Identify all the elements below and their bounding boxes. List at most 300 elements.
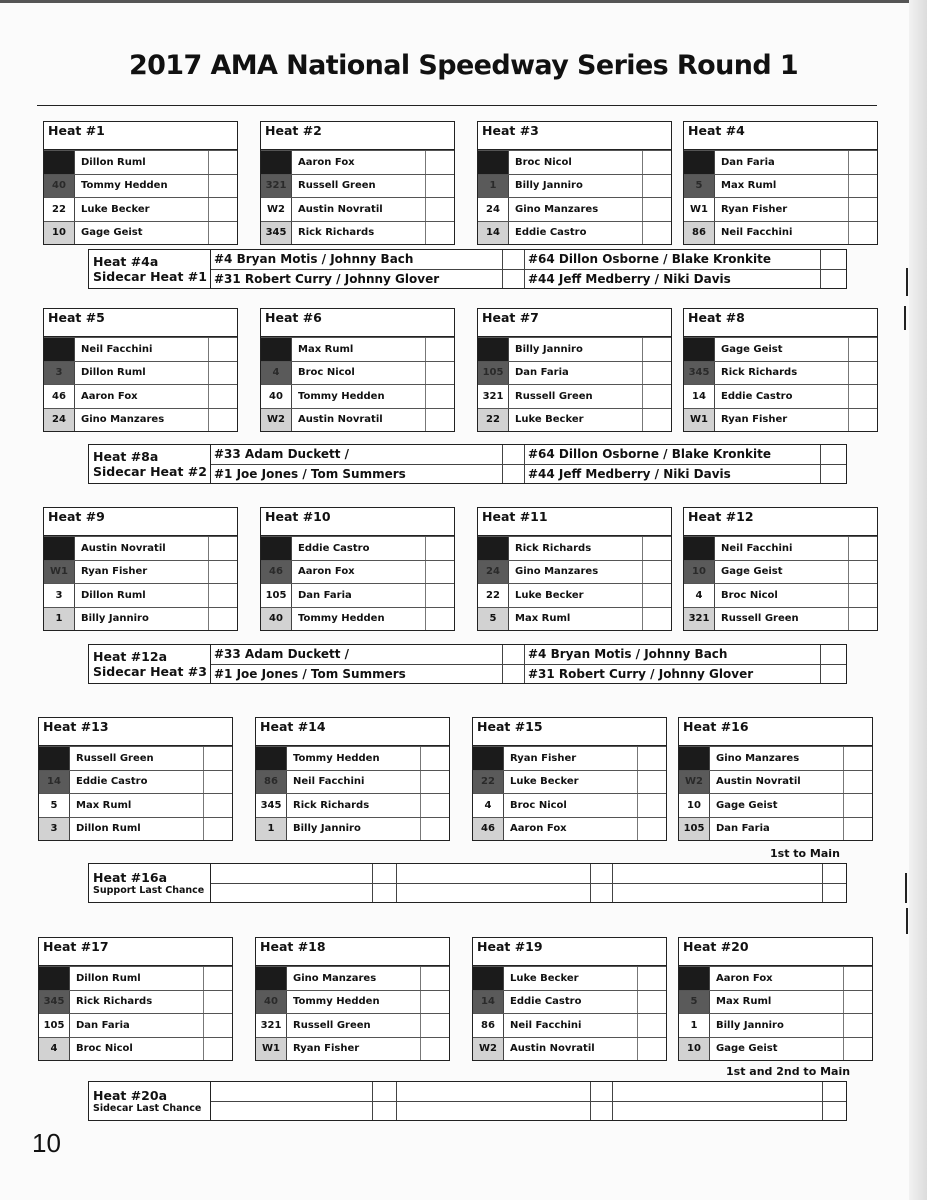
rider-row (679, 966, 872, 990)
result-cell[interactable] (638, 818, 666, 841)
gate-number: 105 (39, 1014, 70, 1037)
gate-number: 86 (256, 771, 287, 794)
heat-box (260, 507, 455, 631)
result-cell[interactable] (209, 151, 237, 174)
result-cell[interactable] (204, 794, 232, 817)
rider-name: Aaron Fox (710, 967, 844, 990)
rider-name: Dan Faria (292, 584, 426, 607)
result-cell[interactable] (849, 151, 877, 174)
result-cell[interactable] (591, 884, 613, 903)
result-cell[interactable] (821, 445, 844, 464)
rider-row (478, 174, 671, 198)
rider-row (261, 197, 454, 221)
result-cell[interactable] (421, 794, 449, 817)
gate-number: 10 (684, 561, 715, 584)
sidecar-team: #4 Bryan Motis / Johnny Bach (525, 645, 821, 664)
result-cell[interactable] (643, 385, 671, 408)
rider-name: Max Ruml (509, 608, 643, 631)
gate-number (39, 967, 70, 990)
rider-name: Aaron Fox (292, 561, 426, 584)
result-cell[interactable] (823, 864, 844, 883)
result-cell[interactable] (823, 884, 844, 903)
rider-row (256, 817, 449, 841)
gate-number: 14 (473, 991, 504, 1014)
result-cell[interactable] (849, 362, 877, 385)
gate-number: 321 (256, 1014, 287, 1037)
result-cell[interactable] (643, 198, 671, 221)
rider-name: Broc Nicol (70, 1038, 204, 1061)
result-cell[interactable] (204, 991, 232, 1014)
result-cell[interactable] (643, 537, 671, 560)
result-cell[interactable] (591, 1082, 613, 1101)
result-cell[interactable] (823, 1102, 844, 1121)
rider-row (39, 770, 232, 794)
rider-name: Gage Geist (715, 338, 849, 361)
result-cell[interactable] (373, 884, 397, 903)
result-cell[interactable] (211, 1102, 373, 1121)
result-cell[interactable] (397, 1102, 591, 1121)
result-cell[interactable] (209, 608, 237, 631)
heat-box (255, 717, 450, 841)
rider-row (473, 1037, 666, 1061)
gate-number: 345 (684, 362, 715, 385)
gate-number: W1 (256, 1038, 287, 1061)
gate-number: 24 (478, 561, 509, 584)
rider-name: Dillon Ruml (75, 584, 209, 607)
rider-row (44, 408, 237, 432)
rider-row (478, 583, 671, 607)
rider-name: Gage Geist (710, 794, 844, 817)
result-cell[interactable] (613, 864, 823, 883)
gate-number: 22 (473, 771, 504, 794)
rider-name: Ryan Fisher (287, 1038, 421, 1061)
result-cell[interactable] (821, 645, 844, 664)
result-cell[interactable] (823, 1082, 844, 1101)
rider-row (44, 361, 237, 385)
gate-number: 22 (44, 198, 75, 221)
result-cell[interactable] (503, 270, 525, 289)
result-cell[interactable] (638, 771, 666, 794)
rider-name: Neil Facchini (75, 338, 209, 361)
result-cell[interactable] (209, 385, 237, 408)
rider-row (679, 793, 872, 817)
rider-name: Max Ruml (710, 991, 844, 1014)
result-cell[interactable] (643, 362, 671, 385)
rider-name: Gage Geist (715, 561, 849, 584)
result-cell[interactable] (613, 884, 823, 903)
sidecar-team: #31 Robert Curry / Johnny Glover (525, 665, 821, 684)
result-cell[interactable] (373, 1102, 397, 1121)
rider-name: Eddie Castro (504, 991, 638, 1014)
rider-row (261, 150, 454, 174)
gate-number: 105 (261, 584, 292, 607)
gate-number (44, 338, 75, 361)
rider-name: Russell Green (509, 385, 643, 408)
rider-row (256, 770, 449, 794)
gate-number: 4 (39, 1038, 70, 1061)
result-cell[interactable] (849, 338, 877, 361)
result-cell[interactable] (844, 991, 872, 1014)
gate-number: 86 (473, 1014, 504, 1037)
result-cell[interactable] (426, 584, 454, 607)
rider-name: Dan Faria (710, 818, 844, 841)
gate-number: W2 (261, 198, 292, 221)
rider-row (473, 1013, 666, 1037)
gate-number: 22 (478, 584, 509, 607)
heat-label: Heat #12a (93, 649, 168, 664)
rider-name: Broc Nicol (292, 362, 426, 385)
result-cell[interactable] (209, 409, 237, 432)
sidecar-team: #31 Robert Curry / Johnny Glover (211, 270, 503, 289)
result-cell[interactable] (503, 445, 525, 464)
rider-row (684, 197, 877, 221)
heat-label: Heat #18 (256, 938, 449, 966)
result-cell[interactable] (421, 967, 449, 990)
result-cell[interactable] (643, 151, 671, 174)
result-cell[interactable] (849, 608, 877, 631)
result-cell[interactable] (844, 794, 872, 817)
result-cell[interactable] (426, 175, 454, 198)
rider-row (473, 746, 666, 770)
result-cell[interactable] (849, 198, 877, 221)
gate-number: 1 (679, 1014, 710, 1037)
result-cell[interactable] (503, 250, 525, 269)
result-cell[interactable] (844, 967, 872, 990)
last-chance-label (89, 1082, 211, 1120)
result-cell[interactable] (638, 747, 666, 770)
rider-row (261, 221, 454, 245)
sidecar-team: #33 Adam Duckett / (211, 645, 503, 664)
gate-number (478, 338, 509, 361)
rider-row (44, 560, 237, 584)
rider-name: Tommy Hedden (287, 747, 421, 770)
result-cell[interactable] (421, 991, 449, 1014)
result-cell[interactable] (426, 151, 454, 174)
gate-number: W2 (473, 1038, 504, 1061)
sidecar-heat-name: Sidecar Heat #2 (93, 464, 207, 479)
gate-number: 3 (44, 362, 75, 385)
result-cell[interactable] (421, 818, 449, 841)
result-cell[interactable] (397, 864, 591, 883)
result-cell[interactable] (849, 175, 877, 198)
gate-number: 4 (684, 584, 715, 607)
result-cell[interactable] (426, 561, 454, 584)
gate-number: 5 (679, 991, 710, 1014)
rider-row (473, 793, 666, 817)
result-cell[interactable] (844, 771, 872, 794)
result-cell[interactable] (209, 175, 237, 198)
heat-label: Heat #5 (44, 309, 237, 337)
heat-box (260, 121, 455, 245)
result-cell[interactable] (426, 362, 454, 385)
rider-name: Neil Facchini (504, 1014, 638, 1037)
result-cell[interactable] (821, 665, 844, 684)
gate-number: 345 (39, 991, 70, 1014)
result-cell[interactable] (373, 864, 397, 883)
rider-row (684, 583, 877, 607)
result-cell[interactable] (421, 1014, 449, 1037)
rider-name: Gage Geist (75, 222, 209, 245)
rider-row (478, 536, 671, 560)
rider-row (478, 384, 671, 408)
rider-row (684, 174, 877, 198)
result-cell[interactable] (638, 1038, 666, 1061)
rider-name: Dan Faria (70, 1014, 204, 1037)
rider-name: Eddie Castro (715, 385, 849, 408)
heat-box (43, 507, 238, 631)
gate-number (261, 338, 292, 361)
result-cell[interactable] (821, 270, 844, 289)
gate-number: 321 (684, 608, 715, 631)
result-cell[interactable] (373, 1082, 397, 1101)
result-cell[interactable] (849, 584, 877, 607)
gate-number (478, 537, 509, 560)
gate-number: 5 (478, 608, 509, 631)
rider-name: Austin Novratil (75, 537, 209, 560)
heat-box (477, 121, 672, 245)
result-cell[interactable] (426, 338, 454, 361)
heat-label: Heat #19 (473, 938, 666, 966)
rider-name: Aaron Fox (75, 385, 209, 408)
rider-name: Dillon Ruml (70, 818, 204, 841)
rider-name: Gino Manzares (509, 198, 643, 221)
result-cell[interactable] (849, 537, 877, 560)
gate-number (473, 967, 504, 990)
result-cell[interactable] (397, 1082, 591, 1101)
result-cell[interactable] (209, 222, 237, 245)
result-cell[interactable] (643, 561, 671, 584)
rider-row (44, 174, 237, 198)
rider-row (44, 221, 237, 245)
rider-row (261, 384, 454, 408)
rider-name: Tommy Hedden (287, 991, 421, 1014)
result-cell[interactable] (849, 409, 877, 432)
result-cell[interactable] (209, 362, 237, 385)
result-cell[interactable] (849, 222, 877, 245)
result-cell[interactable] (204, 771, 232, 794)
result-cell[interactable] (844, 818, 872, 841)
rider-name: Ryan Fisher (75, 561, 209, 584)
rider-name: Gage Geist (710, 1038, 844, 1061)
rider-row (473, 817, 666, 841)
heat-label: Heat #1 (44, 122, 237, 150)
result-cell[interactable] (209, 198, 237, 221)
result-cell[interactable] (421, 1038, 449, 1061)
rider-name: Billy Janniro (509, 338, 643, 361)
rider-name: Ryan Fisher (715, 198, 849, 221)
rider-name: Dan Faria (715, 151, 849, 174)
result-cell[interactable] (643, 222, 671, 245)
gate-number: 86 (684, 222, 715, 245)
rider-row (44, 197, 237, 221)
result-cell[interactable] (503, 465, 525, 484)
rider-name: Rick Richards (70, 991, 204, 1014)
result-cell[interactable] (426, 222, 454, 245)
result-cell[interactable] (204, 1014, 232, 1037)
rider-row (684, 560, 877, 584)
result-cell[interactable] (421, 771, 449, 794)
gate-number: 24 (478, 198, 509, 221)
heat-box (38, 937, 233, 1061)
result-cell[interactable] (209, 537, 237, 560)
sidecar-heat-row (88, 444, 847, 484)
gate-number: 10 (679, 1038, 710, 1061)
result-cell[interactable] (849, 385, 877, 408)
heat-box (683, 308, 878, 432)
rider-row (679, 770, 872, 794)
heat-label: Heat #6 (261, 309, 454, 337)
heat-label: Heat #7 (478, 309, 671, 337)
result-cell[interactable] (204, 747, 232, 770)
result-cell[interactable] (204, 967, 232, 990)
sidecar-team: #4 Bryan Motis / Johnny Bach (211, 250, 503, 269)
rider-name: Gino Manzares (287, 967, 421, 990)
result-cell[interactable] (821, 250, 844, 269)
rider-name: Billy Janniro (509, 175, 643, 198)
sidecar-team: #64 Dillon Osborne / Blake Kronkite (525, 445, 821, 464)
result-cell[interactable] (591, 864, 613, 883)
gate-number (679, 747, 710, 770)
result-cell[interactable] (426, 608, 454, 631)
gate-number (261, 537, 292, 560)
heat-box (477, 507, 672, 631)
gate-number (684, 151, 715, 174)
result-cell[interactable] (849, 561, 877, 584)
rider-row (261, 337, 454, 361)
page-title: 2017 AMA National Speedway Series Round 1 (128, 50, 799, 81)
sidecar-team: #44 Jeff Medberry / Niki Davis (525, 270, 821, 289)
gate-number: 1 (44, 608, 75, 631)
gate-number: 5 (39, 794, 70, 817)
rider-row (261, 560, 454, 584)
rider-name: Tommy Hedden (292, 608, 426, 631)
result-cell[interactable] (204, 1038, 232, 1061)
gate-number: W1 (44, 561, 75, 584)
result-cell[interactable] (209, 584, 237, 607)
rider-row (679, 1037, 872, 1061)
rider-name: Austin Novratil (292, 409, 426, 432)
gate-number: 5 (684, 175, 715, 198)
rider-row (478, 408, 671, 432)
result-cell[interactable] (643, 584, 671, 607)
title-rule (37, 105, 877, 106)
result-cell[interactable] (426, 198, 454, 221)
result-cell[interactable] (638, 991, 666, 1014)
heat-label: Heat #15 (473, 718, 666, 746)
rider-name: Max Ruml (70, 794, 204, 817)
rider-name: Austin Novratil (710, 771, 844, 794)
rider-row (44, 337, 237, 361)
sidecar-label (89, 645, 211, 683)
rider-row (39, 1037, 232, 1061)
rider-name: Tommy Hedden (75, 175, 209, 198)
rider-row (44, 607, 237, 631)
advance-note: 1st to Main (770, 847, 840, 860)
gate-number: 10 (679, 794, 710, 817)
heat-label: Heat #10 (261, 508, 454, 536)
heat-label: Heat #17 (39, 938, 232, 966)
rider-row (44, 583, 237, 607)
last-chance-row (88, 1081, 847, 1121)
rider-row (679, 1013, 872, 1037)
heat-box (43, 308, 238, 432)
heat-label: Heat #14 (256, 718, 449, 746)
result-cell[interactable] (821, 465, 844, 484)
result-cell[interactable] (844, 1038, 872, 1061)
result-cell[interactable] (613, 1102, 823, 1121)
result-cell[interactable] (643, 409, 671, 432)
result-cell[interactable] (397, 884, 591, 903)
result-cell[interactable] (209, 561, 237, 584)
rider-name: Ryan Fisher (504, 747, 638, 770)
rider-name: Aaron Fox (504, 818, 638, 841)
result-cell[interactable] (211, 1082, 373, 1101)
gate-number: 46 (44, 385, 75, 408)
heat-label: Heat #12 (684, 508, 877, 536)
rider-row (39, 990, 232, 1014)
gate-number: 24 (44, 409, 75, 432)
result-cell[interactable] (204, 818, 232, 841)
result-cell[interactable] (503, 645, 525, 664)
rider-row (473, 770, 666, 794)
result-cell[interactable] (613, 1082, 823, 1101)
rider-name: Luke Becker (504, 771, 638, 794)
rider-row (44, 536, 237, 560)
result-cell[interactable] (643, 608, 671, 631)
sidecar-team: #33 Adam Duckett / (211, 445, 503, 464)
sidecar-team: #1 Joe Jones / Tom Summers (211, 665, 503, 684)
sidecar-label (89, 445, 211, 483)
gate-number: 40 (256, 991, 287, 1014)
heat-label: Heat #13 (39, 718, 232, 746)
gate-number: 3 (44, 584, 75, 607)
result-cell[interactable] (426, 537, 454, 560)
result-cell[interactable] (503, 665, 525, 684)
heat-box (260, 308, 455, 432)
result-cell[interactable] (638, 1014, 666, 1037)
result-cell[interactable] (211, 884, 373, 903)
result-cell[interactable] (591, 1102, 613, 1121)
rider-row (684, 607, 877, 631)
rider-name: Billy Janniro (75, 608, 209, 631)
result-cell[interactable] (211, 864, 373, 883)
rider-name: Aaron Fox (292, 151, 426, 174)
result-cell[interactable] (638, 794, 666, 817)
result-cell[interactable] (426, 409, 454, 432)
rider-row (39, 1013, 232, 1037)
heat-box (38, 717, 233, 841)
rider-row (684, 384, 877, 408)
rider-name: Gino Manzares (710, 747, 844, 770)
gate-number (256, 747, 287, 770)
rider-name: Rick Richards (292, 222, 426, 245)
result-cell[interactable] (638, 967, 666, 990)
result-cell[interactable] (426, 385, 454, 408)
result-cell[interactable] (844, 1014, 872, 1037)
rider-row (261, 607, 454, 631)
gate-number: 321 (478, 385, 509, 408)
rider-name: Billy Janniro (710, 1014, 844, 1037)
gate-number: W2 (261, 409, 292, 432)
result-cell[interactable] (643, 175, 671, 198)
rider-name: Dan Faria (509, 362, 643, 385)
result-cell[interactable] (643, 338, 671, 361)
result-cell[interactable] (421, 747, 449, 770)
gate-number: 14 (684, 385, 715, 408)
result-cell[interactable] (209, 338, 237, 361)
result-cell[interactable] (844, 747, 872, 770)
rider-row (39, 817, 232, 841)
